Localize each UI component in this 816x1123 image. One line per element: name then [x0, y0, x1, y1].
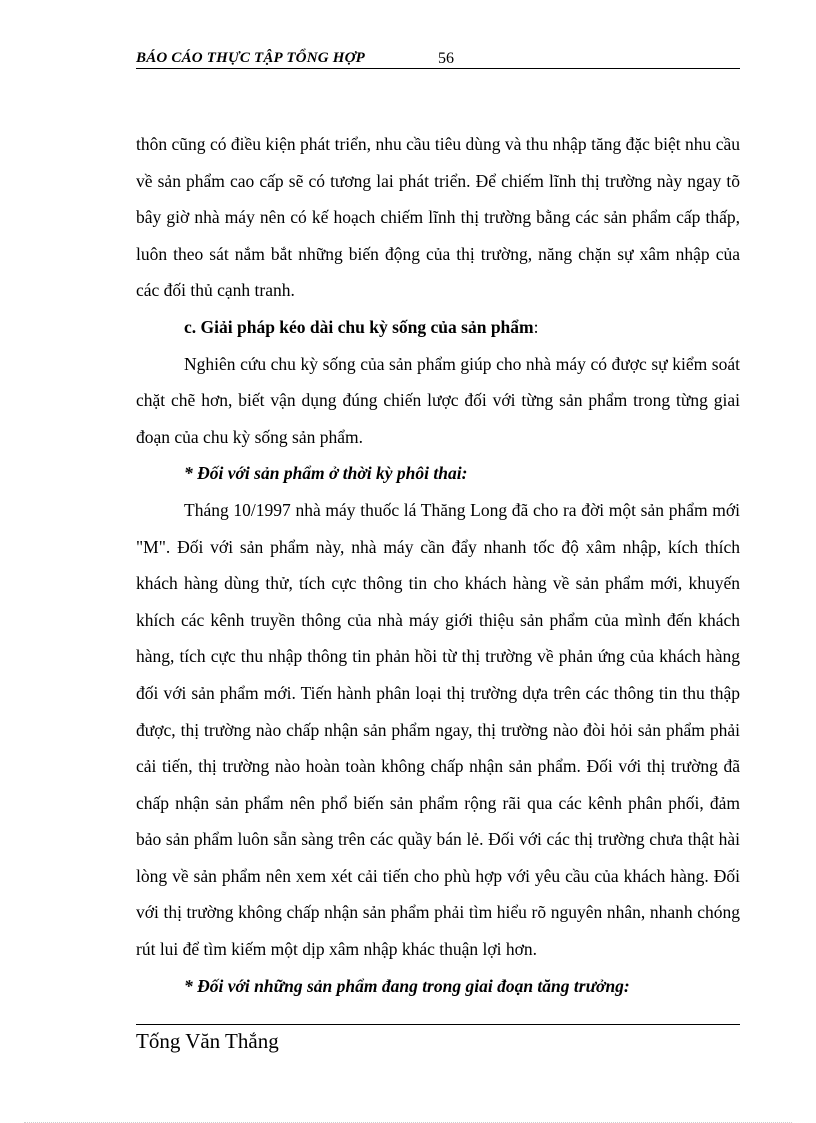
subheading-embryo-stage: * Đối với sản phẩm ở thời kỳ phôi thai: — [184, 463, 468, 484]
paragraph-new-product-m: Tháng 10/1997 nhà máy thuốc lá Thăng Long đã cho ra đời một sản phẩm mới "M". Đối với sản phẩm này, nhà máy cần đẩy nhanh tốc độ xâm nhập, kích thích khách hàng dùng thử, tích cực thông tin cho khách hàng về sản phẩm mới, khuyến khích các kênh truyền thông của nhà máy giới thiệu sản phẩm của mình đến khách hàng, tích cực thu nhập thông tin phản hồi từ thị trường về phản ứng của khách hàng đối với sản phẩm mới. Tiến hành phân loại thị trường dựa trên các thông tin thu thập được, thị trường nào chấp nhận sản phẩm ngay, thị trường nào đòi hỏi sản phẩm phải cải tiến, thị trường nào hoàn toàn không chấp nhận sản phẩm. Đối với thị trường đã chấp nhận sản phẩm nên phổ biến sản phẩm rộng rãi qua các kênh phân phối, đảm bảo sản phẩm luôn sẵn sàng trên các quầy bán lẻ. Đối với các thị trường chưa thật hài lòng về sản phẩm nên xem xét cải tiến cho phù hợp với yêu cầu của khách hàng. Đối với thị trường không chấp nhận sản phẩm phải tìm hiểu rõ nguyên nhân, nhanh chóng rút lui để tìm kiếm một dịp xâm nhập khác thuận lợi hơn. — [136, 499, 740, 960]
subheading-growth-stage: * Đối với những sản phẩm đang trong giai đoạn tăng trưởng: — [184, 975, 630, 996]
section-heading-c-text: c. Giải pháp kéo dài chu kỳ sống của sản phẩm — [184, 316, 534, 337]
page-header — [136, 46, 740, 69]
section-heading-c-colon: : — [533, 316, 539, 337]
document-body — [136, 126, 740, 1004]
paragraph-continuation: thôn cũng có điều kiện phát triển, nhu cầu tiêu dùng và thu nhập tăng đặc biệt nhu cầu về sản phẩm cao cấp sẽ có tương lai phát triển. Để chiếm lĩnh thị trường này ngay tõ bây giờ nhà máy nên có kế hoạch chiếm lĩnh thị trường bằng các sản phẩm cấp thấp, luôn theo sát nắm bắt những biến động của thị trường, năng chặn sự xâm nhập của các đối thủ cạnh tranh. — [136, 134, 740, 301]
page-footer — [136, 1024, 740, 1053]
section-heading-c — [136, 309, 740, 346]
paragraph-lifecycle-research: Nghiên cứu chu kỳ sống của sản phẩm giúp cho nhà máy có được sự kiểm soát chặt chẽ hơn, biết vận dụng đúng chiến lược đối với từng sản phẩm trong từng giai đoạn của chu kỳ sống sản phẩm. — [136, 353, 740, 447]
page-number: 56 — [438, 50, 454, 67]
report-title: BÁO CÁO THỰC TẬP TỔNG HỢP — [136, 50, 365, 66]
author-name: Tống Văn Thắng — [136, 1029, 279, 1053]
